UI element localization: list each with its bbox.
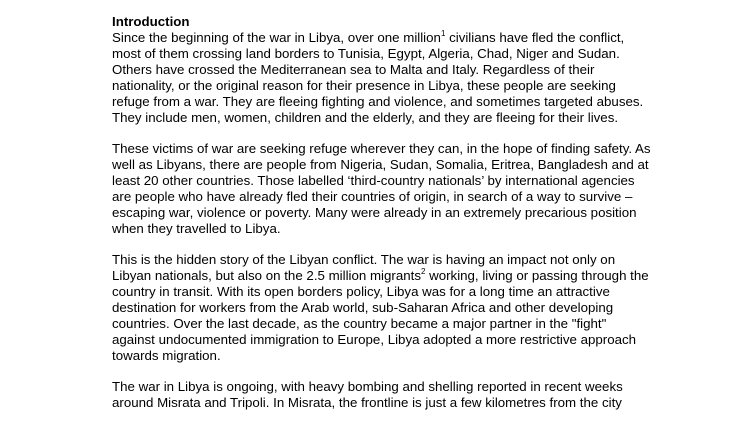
- footnote-ref-2[interactable]: 2: [420, 267, 426, 276]
- document-page: [112, 14, 652, 426]
- paragraph-4: The war in Libya is ongoing, with heavy bombing and shelling reported in recent weeks around Misrata and Tripoli. In Misrata, the frontline is just a few kilometres from the city: [112, 379, 623, 410]
- paragraph-1-text-a: Since the beginning of the war in Libya, over one million: [112, 30, 441, 45]
- paragraph-3: [112, 252, 652, 364]
- paragraph-3-text-b: working, living or passing through the country in transit. With its open borders policy, Libya was for a long time an attractive destination for workers from the Arab world, sub-Saharan Africa and other developing countries. Over the last decade, as the country became a major partner in the "fight" against undocumented immigration to Europe, Libya adopted a more restrictive approach towards migration.: [112, 268, 649, 363]
- paragraph-1-text-b: civilians have fled the conflict, most of them crossing land borders to Tunisia, Egypt, Algeria, Chad, Niger and Sudan. Others have crossed the Mediterranean sea to Malta and Italy. Regardless of their nationality, or the original reason for their presence in Libya, these people are seeking refuge from a war. They are fleeing fighting and violence, and sometimes targeted abuses. They include men, women, children and the elderly, and they are fleeing for their lives.: [112, 30, 644, 125]
- section-heading: Introduction: [112, 14, 190, 29]
- footnote-ref-1[interactable]: 1: [440, 29, 446, 38]
- paragraph-1: [112, 30, 652, 126]
- paragraph-3-text-a: This is the hidden story of the Libyan conflict. The war is having an impact not only on Libyan nationals, but also on the 2.5 million migrants: [112, 252, 616, 283]
- paragraph-2: These victims of war are seeking refuge wherever they can, in the hope of finding safety. As well as Libyans, there are people from Nigeria, Sudan, Somalia, Eritrea, Bangladesh and at least 20 other countries. Those labelled ‘third-country nationals’ by international agencies are people who have already fled their countries of origin, in search of a way to survive – escaping war, violence or poverty. Many were already in an extremely precarious position when they travelled to Libya.: [112, 141, 651, 236]
